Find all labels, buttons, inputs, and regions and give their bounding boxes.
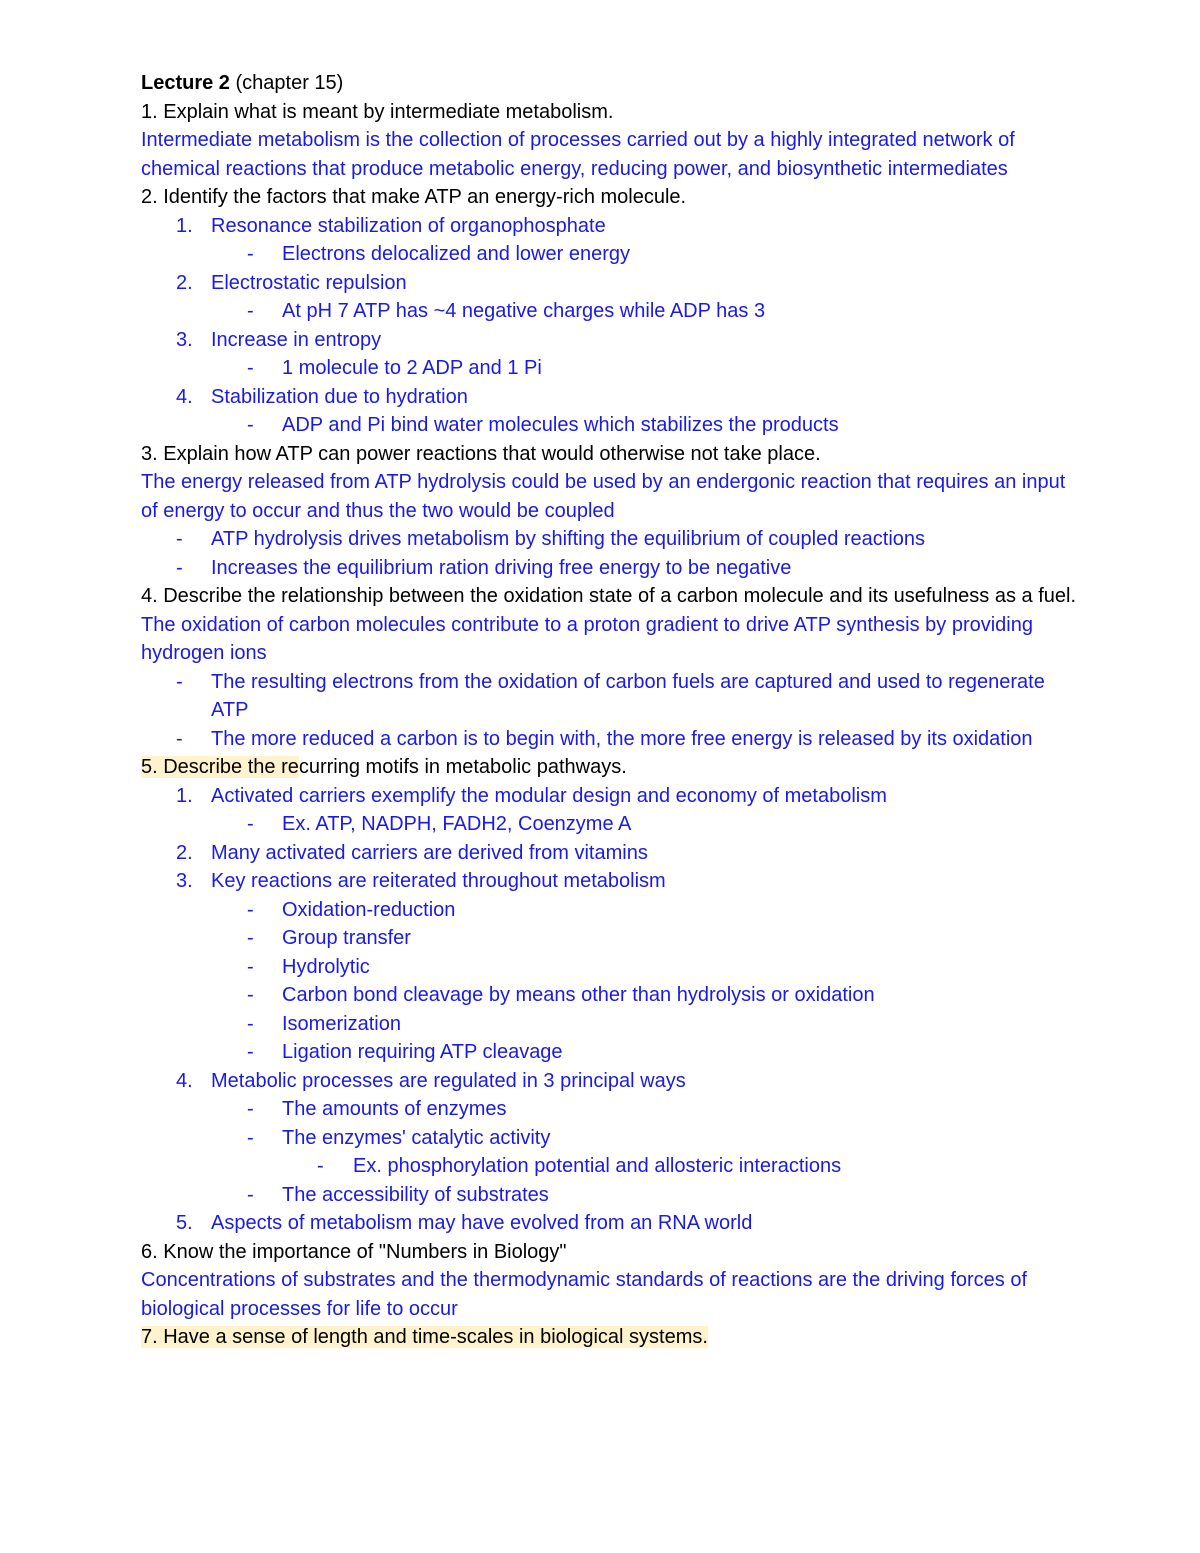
question-3: 3. Explain how ATP can power reactions that would otherwise not take place. bbox=[141, 442, 821, 465]
page-title bbox=[141, 69, 1081, 98]
list-marker: 5. bbox=[176, 1212, 193, 1234]
dash-marker: - bbox=[176, 727, 183, 750]
sub-list-item: - Carbon bond cleavage by means other than hydrolysis or oxidation bbox=[141, 981, 1081, 1010]
sub-sub-list-item: - Ex. phosphorylation potential and allosteric interactions bbox=[141, 1152, 1081, 1181]
dash-marker: - bbox=[176, 528, 183, 550]
sub-list-item: - Oxidation-reduction bbox=[141, 896, 1081, 925]
list-item: 2. Many activated carriers are derived from vitamins bbox=[141, 839, 1081, 868]
document-body bbox=[141, 69, 1081, 1352]
list-marker: 4. bbox=[176, 385, 193, 408]
sub-list-item: - Isomerization bbox=[141, 1010, 1081, 1039]
sub-list-item: - Ex. ATP, NADPH, FADH2, Coenzyme A bbox=[141, 810, 1081, 839]
answer-3: The energy released from ATP hydrolysis could be used by an endergonic reaction that requires an input of energy to occur and thus the two would be coupled bbox=[141, 471, 1066, 522]
bullet-item: - The more reduced a carbon is to begin with, the more free energy is released by its oxidation bbox=[141, 725, 1081, 754]
list-marker: 2. bbox=[176, 271, 193, 294]
list-marker: 1. bbox=[176, 214, 193, 237]
dash-marker: - bbox=[247, 300, 254, 322]
list-item: 5. Aspects of metabolism may have evolved from an RNA world bbox=[141, 1209, 1081, 1238]
question-5: 5. Describe the recurring motifs in metabolic pathways. bbox=[141, 756, 627, 778]
question-7 bbox=[141, 1323, 1081, 1352]
list-marker: 2. bbox=[176, 841, 193, 864]
list-item: 4. Stabilization due to hydration bbox=[141, 383, 1081, 412]
highlighted-text: 5. Describe the re bbox=[141, 756, 299, 778]
bullet-item: - The resulting electrons from the oxidation of carbon fuels are captured and used to regenerate ATP bbox=[141, 668, 1081, 725]
title-rest: (chapter 15) bbox=[229, 72, 344, 94]
sub-list-item: - Ligation requiring ATP cleavage bbox=[141, 1038, 1081, 1067]
answer-4: The oxidation of carbon molecules contribute to a proton gradient to drive ATP synthesis by providing hydrogen ions bbox=[141, 613, 1033, 664]
sub-list-item: - 1 molecule to 2 ADP and 1 Pi bbox=[141, 354, 1081, 383]
sub-list-item: - At pH 7 ATP has ~4 negative charges while ADP has 3 bbox=[141, 297, 1081, 326]
dash-marker: - bbox=[317, 1155, 324, 1177]
question-2: 2. Identify the factors that make ATP an energy-rich molecule. bbox=[141, 186, 687, 208]
answer-1: Intermediate metabolism is the collection of processes carried out by a highly integrated network of chemical reactions that produce metabolic energy, reducing power, and biosynthetic intermediates bbox=[141, 129, 1015, 180]
question-1: 1. Explain what is meant by intermediate metabolism. bbox=[141, 100, 614, 123]
dash-marker: - bbox=[247, 243, 254, 265]
dash-marker: - bbox=[247, 1098, 254, 1120]
list-marker: 3. bbox=[176, 870, 193, 892]
list-item: 2. Electrostatic repulsion bbox=[141, 269, 1081, 298]
highlighted-text: 7. Have a sense of length and time-scales in biological systems. bbox=[141, 1326, 708, 1348]
sub-list-item: - Hydrolytic bbox=[141, 953, 1081, 982]
question-6: 6. Know the importance of "Numbers in Biology" bbox=[141, 1240, 567, 1263]
list-item: 3. Key reactions are reiterated throughout metabolism bbox=[141, 867, 1081, 896]
list-item: 4. Metabolic processes are regulated in 3 principal ways bbox=[141, 1067, 1081, 1096]
dash-marker: - bbox=[247, 984, 254, 1006]
dash-marker: - bbox=[247, 1041, 254, 1063]
dash-marker: - bbox=[247, 1126, 254, 1149]
title-bold: Lecture 2 bbox=[141, 72, 230, 94]
sub-list-item: - The amounts of enzymes bbox=[141, 1095, 1081, 1124]
list-marker: 3. bbox=[176, 328, 193, 351]
dash-marker: - bbox=[247, 1183, 254, 1206]
dash-marker: - bbox=[176, 556, 183, 579]
list-marker: 4. bbox=[176, 1069, 193, 1092]
answer-6: Concentrations of substrates and the thermodynamic standards of reactions are the driving forces of biological processes for life to occur bbox=[141, 1269, 1028, 1320]
list-item: 3. Increase in entropy bbox=[141, 326, 1081, 355]
dash-marker: - bbox=[247, 898, 254, 921]
dash-marker: - bbox=[247, 1012, 254, 1035]
sub-list-item: - The enzymes' catalytic activity bbox=[141, 1124, 1081, 1153]
sub-list-item: - Group transfer bbox=[141, 924, 1081, 953]
bullet-item: - Increases the equilibrium ration driving free energy to be negative bbox=[141, 554, 1081, 583]
sub-list-item: - ADP and Pi bind water molecules which stabilizes the products bbox=[141, 411, 1081, 440]
list-marker: 1. bbox=[176, 784, 193, 807]
dash-marker: - bbox=[247, 414, 254, 436]
list-item: 1. Activated carriers exemplify the modular design and economy of metabolism bbox=[141, 782, 1081, 811]
dash-marker: - bbox=[176, 670, 183, 693]
dash-marker: - bbox=[247, 927, 254, 949]
bullet-item: - ATP hydrolysis drives metabolism by shifting the equilibrium of coupled reactions bbox=[141, 525, 1081, 554]
dash-marker: - bbox=[247, 813, 254, 835]
sub-list-item: - Electrons delocalized and lower energy bbox=[141, 240, 1081, 269]
question-4: 4. Describe the relationship between the oxidation state of a carbon molecule and its usefulness as a fuel. bbox=[141, 585, 1077, 607]
list-item: 1. Resonance stabilization of organophosphate bbox=[141, 212, 1081, 241]
sub-list-item: - The accessibility of substrates bbox=[141, 1181, 1081, 1210]
dash-marker: - bbox=[247, 955, 254, 978]
dash-marker: - bbox=[247, 357, 254, 379]
